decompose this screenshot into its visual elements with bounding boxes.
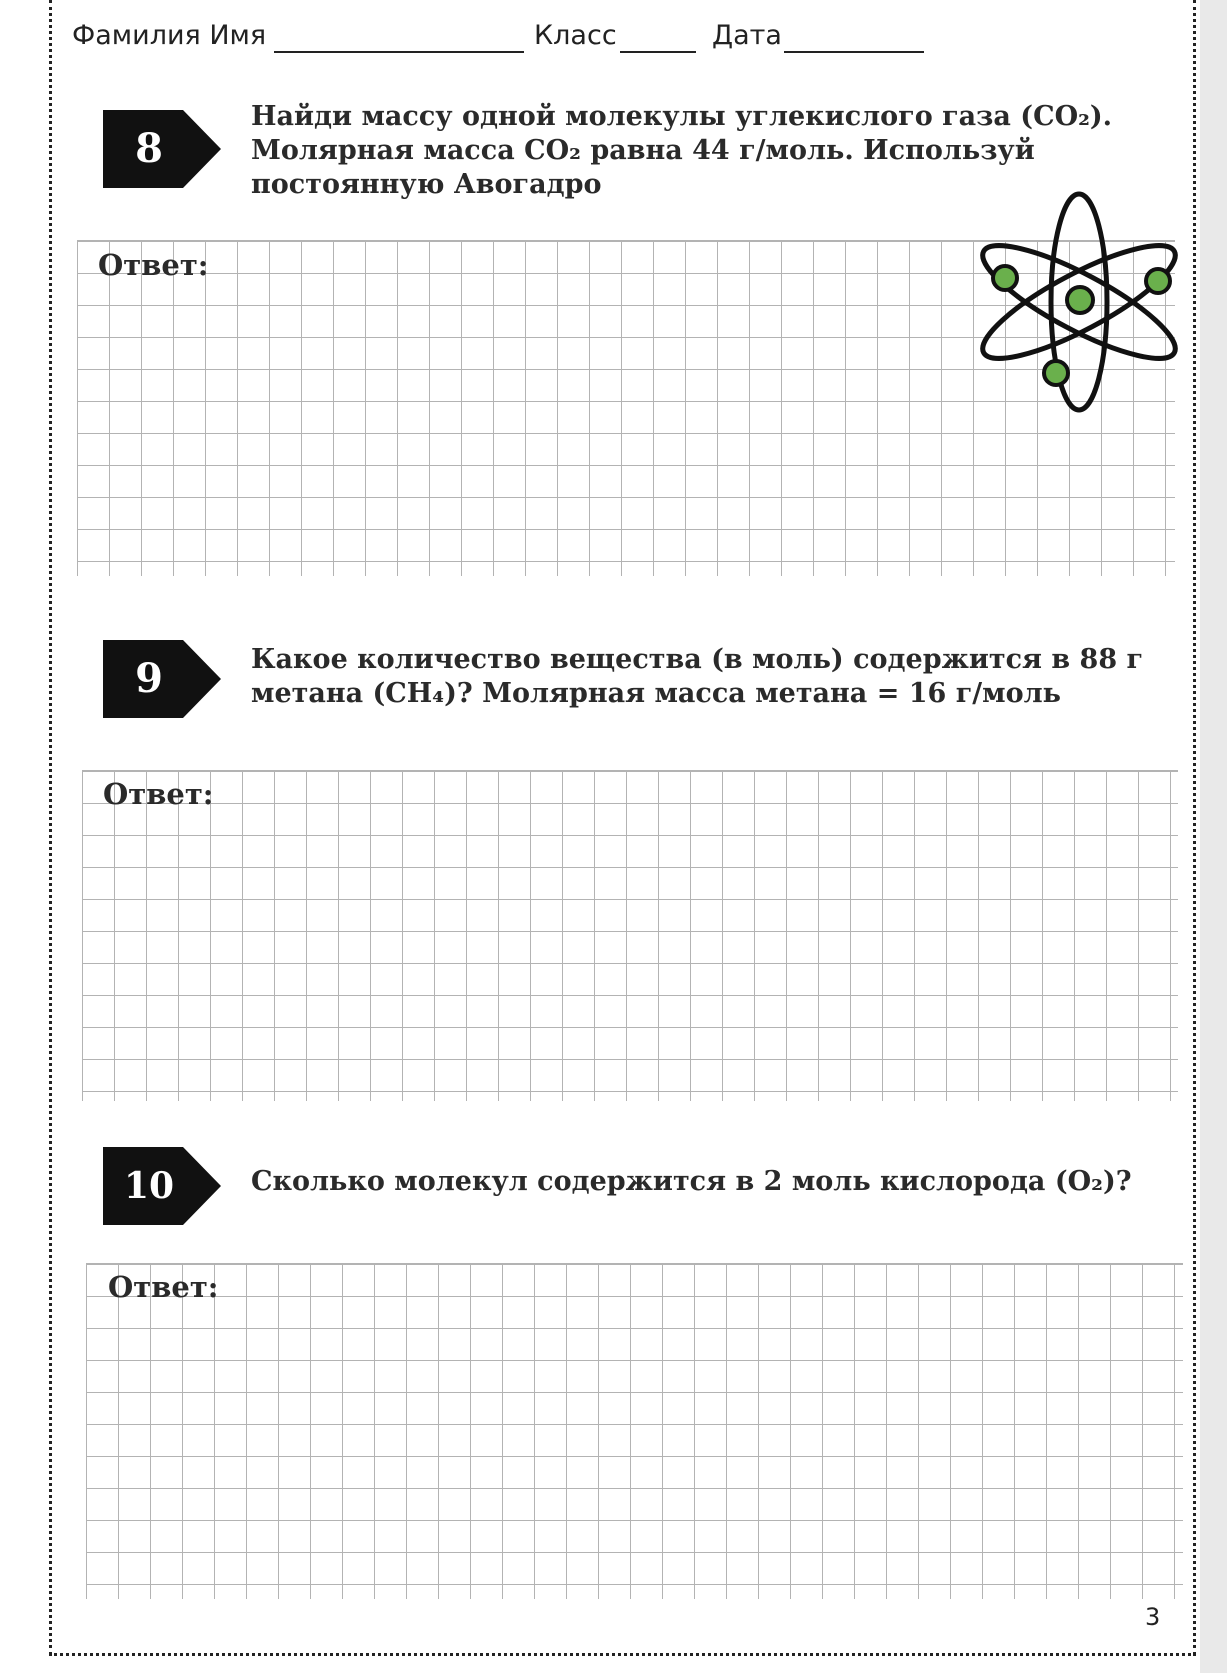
page-border-bottom	[49, 1653, 1196, 1656]
atom-icon	[972, 190, 1187, 415]
answer-label-9: Ответ:	[103, 777, 214, 811]
class-label: Класс	[534, 20, 617, 51]
question-text-line: Сколько молекул содержится в 2 моль кислорода (O₂)?	[251, 1166, 1132, 1197]
name-label: Фамилия Имя	[72, 20, 267, 51]
date-field-line[interactable]	[784, 51, 924, 53]
question-8-badge	[103, 110, 221, 188]
answer-label-10: Ответ:	[108, 1270, 219, 1304]
question-9-text	[251, 643, 1144, 711]
date-label: Дата	[712, 20, 782, 51]
question-text-line: Какое количество вещества (в моль) содержится в 88 г	[251, 644, 1144, 675]
page-border-left	[49, 0, 52, 1655]
question-8-text	[251, 100, 1131, 202]
question-number: 9	[135, 655, 163, 702]
question-text-line: метана (CH₄)? Молярная масса метана = 16 г/моль	[251, 678, 1061, 709]
question-text-line: Найди массу одной молекулы углекислого газа (CO₂).	[251, 101, 1113, 132]
question-10-badge	[103, 1147, 221, 1225]
page-number: 3	[1145, 1603, 1161, 1631]
question-text-line: Молярная масса CO₂ равна 44 г/моль. Используй	[251, 135, 1035, 166]
question-9-badge	[103, 640, 221, 718]
question-number: 10	[123, 1165, 175, 1207]
page-border-right	[1193, 0, 1196, 1655]
question-number: 8	[135, 125, 163, 172]
answer-grid-10[interactable]	[86, 1263, 1183, 1599]
name-field-line[interactable]	[274, 51, 524, 53]
question-text-line: постоянную Авогадро	[251, 169, 602, 200]
answer-grid-9[interactable]	[82, 770, 1178, 1101]
class-field-line[interactable]	[620, 51, 696, 53]
answer-label-8: Ответ:	[98, 248, 209, 282]
question-10-text	[251, 1165, 1131, 1199]
header	[72, 20, 972, 60]
